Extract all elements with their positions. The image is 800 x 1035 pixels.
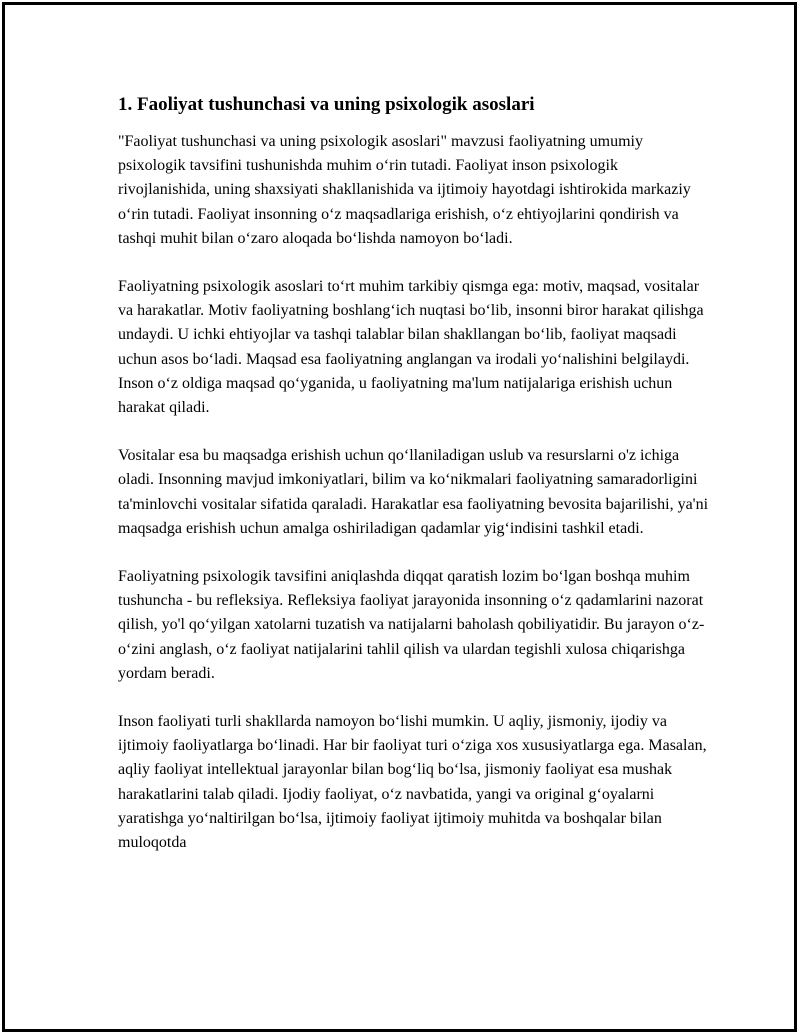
- paragraph-reflection: Faoliyatning psixologik tavsifini aniqlashda diqqat qaratish lozim bo‘lgan boshqa muhim tushuncha - bu refleksiya. Refleksiya faoliyat jarayonida insonning o‘z qadamlarini nazorat qilish, yo'l qo‘yilgan xatolarni tuzatish va natijalarni baholash qobiliyatidir. Bu jarayon o‘z-o‘zini anglash, o‘z faoliyat natijalarini tahlil qilish va ulardan tegishli xulosa chiqarishga yordam beradi.: [118, 568, 705, 682]
- document-body: [118, 92, 708, 879]
- paragraph-components: Faoliyatning psixologik asoslari to‘rt muhim tarkibiy qismga ega: motiv, maqsad, vositalar va harakatlar. Motiv faoliyatning boshlang‘ich nuqtasi bo‘lib, insonni biror harakat qilishga undaydi. U ichki ehtiyojlar va tashqi talablar bilan shakllangan bo‘lib, faoliyat maqsadi uchun asos bo‘ladi. Maqsad esa faoliyatning anglangan va irodali yo‘nalishini belgilaydi. Inson o‘z oldiga maqsad qo‘yganida, u faoliyatning ma'lum natijalariga erishish uchun harakat qiladi.: [118, 278, 704, 417]
- paragraph-activity-types: Inson faoliyati turli shakllarda namoyon bo‘lishi mumkin. U aqliy, jismoniy, ijodiy va ijtimoiy faoliyatlarga bo‘linadi. Har bir faoliyat turi o‘ziga xos xususiyatlarga ega. Masalan, aqliy faoliyat intellektual jarayonlar bilan bog‘liq bo‘lsa, jismoniy faoliyat esa mushak harakatlarini talab qiladi. Ijodiy faoliyat, o‘z navbatida, yangi va original g‘oyalarni yaratishga yo‘naltirilgan bo‘lsa, ijtimoiy faoliyat ijtimoiy muhitda va boshqalar bilan muloqotda: [118, 713, 707, 852]
- paragraph-intro: "Faoliyat tushunchasi va uning psixologik asoslari" mavzusi faoliyatning umumiy psixologik tavsifini tushunishda muhim o‘rin tutadi. Faoliyat inson psixologik rivojlanishida, uning shaxsiyati shakllanishida va ijtimoiy hayotdagi ishtirokida markaziy o‘rin tutadi. Faoliyat insonning o‘z maqsadlariga erishish, o‘z ehtiyojlarini qondirish va tashqi muhit bilan o‘zaro aloqada bo‘lishda namoyon bo‘ladi.: [118, 133, 691, 247]
- section-heading: 1. Faoliyat tushunchasi va uning psixologik asoslari: [118, 94, 535, 115]
- paragraph-means-actions: Vositalar esa bu maqsadga erishish uchun qo‘llaniladigan uslub va resurslarni o'z ichiga oladi. Insonning mavjud imkoniyatlari, bilim va ko‘nikmalari faoliyatning samaradorligini ta'minlovchi vositalar sifatida qaraladi. Harakatlar esa faoliyatning bevosita bajarilishi, ya'ni maqsadga erishish uchun amalga oshiriladigan qadamlar yig‘indisini tashkil etadi.: [118, 447, 709, 537]
